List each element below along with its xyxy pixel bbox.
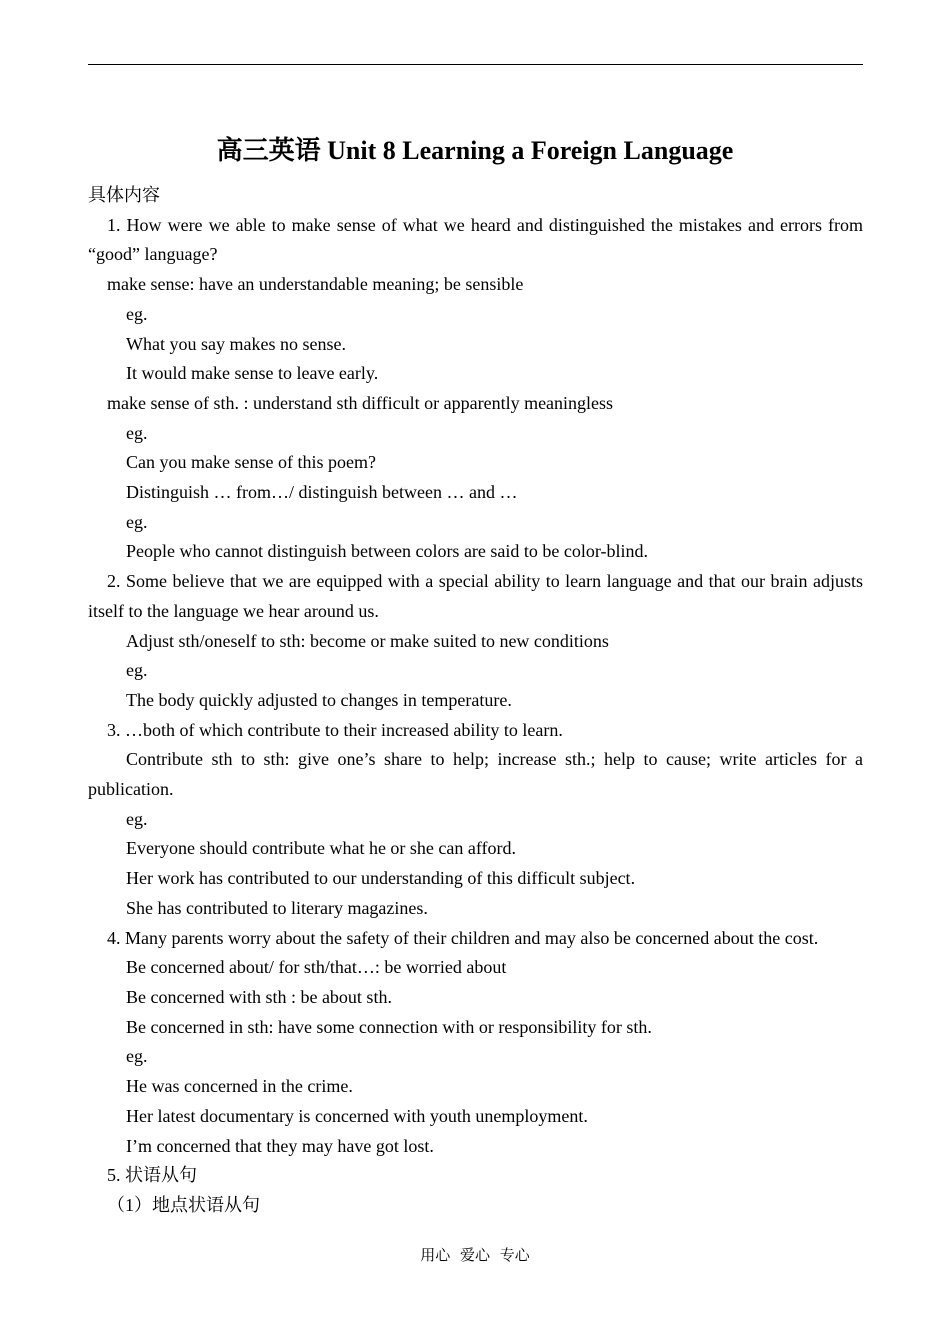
- header-rule: [88, 64, 863, 65]
- document-line: Adjust sth/oneself to sth: become or make suited to new conditions: [126, 630, 609, 651]
- document-line: （1）地点状语从句: [107, 1194, 260, 1215]
- document-line: It would make sense to leave early.: [126, 363, 379, 384]
- document-line: eg.: [126, 511, 148, 532]
- document-paragraph: 2. Some believe that we are equipped with a special ability to learn language and that our brain adjusts itself to the language we hear around us.: [88, 571, 863, 621]
- section-label: 具体内容: [88, 185, 160, 205]
- document-line: make sense of sth. : understand sth difficult or apparently meaningless: [107, 392, 614, 413]
- page-footer: 用心 爱心 专心: [420, 1248, 530, 1264]
- document-line: Her work has contributed to our understanding of this difficult subject.: [126, 868, 636, 889]
- document-line: eg.: [126, 808, 148, 829]
- page-title: 高三英语 Unit 8 Learning a Foreign Language: [216, 136, 734, 165]
- document-line: make sense: have an understandable meaning; be sensible: [107, 274, 524, 295]
- document-line: Can you make sense of this poem?: [126, 452, 376, 473]
- document-line: She has contributed to literary magazines.: [126, 897, 428, 918]
- document-line: Be concerned about/ for sth/that…: be worried about: [126, 957, 507, 978]
- document-paragraph: 1. How were we able to make sense of what we heard and distinguished the mistakes and errors from “good” language?: [88, 214, 863, 265]
- document-line: What you say makes no sense.: [126, 333, 346, 354]
- document-line: He was concerned in the crime.: [126, 1076, 353, 1097]
- document-line: eg.: [126, 660, 148, 681]
- document-line: 5. 状语从句: [107, 1165, 197, 1186]
- document-line: Everyone should contribute what he or she can afford.: [126, 838, 517, 859]
- document-line: Her latest documentary is concerned with youth unemployment.: [126, 1105, 588, 1126]
- document-line: eg.: [126, 422, 148, 443]
- document-line: The body quickly adjusted to changes in temperature.: [126, 689, 512, 710]
- document-line: Be concerned in sth: have some connection with or responsibility for sth.: [126, 1016, 652, 1037]
- document-body: [88, 181, 863, 1221]
- document-line: People who cannot distinguish between colors are said to be color-blind.: [126, 541, 649, 562]
- document-line: eg.: [126, 303, 148, 324]
- document-line: 3. …both of which contribute to their increased ability to learn.: [107, 719, 563, 740]
- document-line: eg.: [126, 1046, 148, 1067]
- document-line: Distinguish … from…/ distinguish between … and …: [126, 482, 518, 503]
- document-line: 4. Many parents worry about the safety of their children and may also be concerned about the cost.: [107, 927, 819, 948]
- document-line: I’m concerned that they may have got lost.: [126, 1135, 434, 1156]
- document-line: Be concerned with sth : be about sth.: [126, 986, 392, 1007]
- document-lines: [88, 211, 863, 1221]
- document-paragraph: Contribute sth to sth: give one’s share to help; increase sth.; help to cause; write articles for a publication.: [88, 749, 863, 800]
